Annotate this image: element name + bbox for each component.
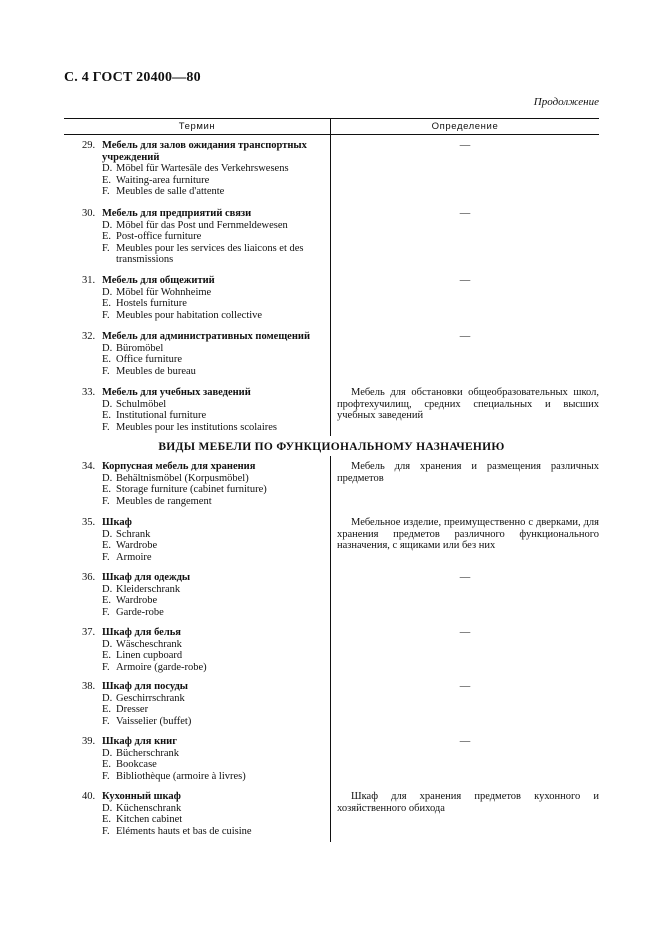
entry-number: 37. xyxy=(82,627,96,638)
language-code: F. xyxy=(102,770,110,782)
entry-number: 35. xyxy=(82,517,96,528)
translation-text: Behältnismöbel (Korpusmöbel) xyxy=(116,472,249,484)
language-code: D. xyxy=(102,638,113,650)
language-code: F. xyxy=(102,365,110,377)
term-title: Шкаф для одежды xyxy=(102,572,191,583)
translation-line xyxy=(102,595,324,607)
translation-text: Armoire xyxy=(116,551,152,563)
translation-line xyxy=(102,826,324,838)
translation-line xyxy=(102,650,324,662)
language-code: E. xyxy=(102,650,112,662)
translation-line xyxy=(102,803,324,815)
definition-text: Мебель для хранения и размещения различных предметов xyxy=(337,461,599,484)
translation-text: Garde-robe xyxy=(116,606,164,618)
language-code: E. xyxy=(102,298,112,310)
translation-line xyxy=(102,231,324,243)
language-code: E. xyxy=(102,484,112,496)
translation-text: Schrank xyxy=(116,528,151,540)
language-code: D. xyxy=(102,747,113,759)
translation-text: Storage furniture (cabinet furniture) xyxy=(116,484,267,496)
translation-text: Eléments hauts et bas de cuisine xyxy=(116,825,252,837)
definition-text: — xyxy=(459,572,471,583)
language-code: D. xyxy=(102,802,113,814)
term-title: Мебель для учебных заведений xyxy=(102,387,251,398)
language-code: F. xyxy=(102,551,110,563)
translation-text: Bookcase xyxy=(116,759,157,771)
term-block xyxy=(102,791,324,837)
term-block xyxy=(102,627,324,673)
language-code: D. xyxy=(102,398,113,410)
table-header-rule xyxy=(64,134,599,135)
translation-line xyxy=(102,748,324,760)
term-title: Кухонный шкаф xyxy=(102,791,181,802)
term-block xyxy=(102,572,324,618)
language-code: F. xyxy=(102,421,110,433)
language-code: D. xyxy=(102,528,113,540)
translation-line xyxy=(102,693,324,705)
translation-text: Büromöbel xyxy=(116,342,164,354)
term-block xyxy=(102,275,324,321)
term-title: Шкаф для посуды xyxy=(102,681,188,692)
language-code: D. xyxy=(102,219,113,231)
entry-number: 34. xyxy=(82,461,96,472)
translation-line xyxy=(102,540,324,552)
table-top-rule xyxy=(64,118,599,119)
entry-number: 30. xyxy=(82,208,96,219)
language-code: D. xyxy=(102,692,113,704)
translation-line xyxy=(102,287,324,299)
translation-text: Kitchen cabinet xyxy=(116,814,183,826)
translation-line xyxy=(102,484,324,496)
translation-line xyxy=(102,175,324,187)
translation-line xyxy=(102,354,324,366)
translation-text: Schulmöbel xyxy=(116,398,167,410)
entry-number: 38. xyxy=(82,681,96,692)
term-title: Мебель для общежитий xyxy=(102,275,215,286)
term-block xyxy=(102,736,324,782)
translation-text: Office furniture xyxy=(116,354,182,366)
translation-text: Möbel für das Post und Fernmeldewesen xyxy=(116,219,288,231)
definition-text: — xyxy=(459,208,471,219)
entry-number: 32. xyxy=(82,331,96,342)
definition-text: — xyxy=(459,681,471,692)
language-code: E. xyxy=(102,231,112,243)
translation-line xyxy=(102,163,324,175)
term-title: Шкаф xyxy=(102,517,132,528)
term-block xyxy=(102,387,324,433)
language-code: E. xyxy=(102,540,112,552)
translation-text: Meubles de salle d'attente xyxy=(116,186,225,198)
language-code: E. xyxy=(102,354,112,366)
translation-line xyxy=(102,399,324,411)
translation-text: Post-office furniture xyxy=(116,231,202,243)
definition-text: — xyxy=(459,331,471,342)
translation-line xyxy=(102,298,324,310)
translation-line xyxy=(102,704,324,716)
definition-text: — xyxy=(459,736,471,747)
translation-text: Möbel für Wartesäle des Verkehrswesens xyxy=(116,163,289,175)
language-code: F. xyxy=(102,825,110,837)
translation-text: Linen cupboard xyxy=(116,650,183,662)
translation-line xyxy=(102,552,324,564)
translation-text: Vaisselier (buffet) xyxy=(116,715,192,727)
term-block xyxy=(102,331,324,377)
language-code: D. xyxy=(102,163,113,175)
translation-text: Möbel für Wohnheime xyxy=(116,286,212,298)
page-header: С. 4 ГОСТ 20400—80 xyxy=(64,70,201,85)
language-code: F. xyxy=(102,715,110,727)
term-title: Мебель для залов ожидания транспортных xyxy=(102,140,307,151)
translation-line xyxy=(102,186,324,198)
continuation-label: Продолжение xyxy=(533,96,599,108)
column-divider-upper xyxy=(330,118,331,436)
language-code: D. xyxy=(102,472,113,484)
language-code: F. xyxy=(102,495,110,507)
column-header-definition: Определение xyxy=(431,121,499,132)
entry-number: 39. xyxy=(82,736,96,747)
language-code: F. xyxy=(102,606,110,618)
translation-text: Meubles de rangement xyxy=(116,495,212,507)
language-code: E. xyxy=(102,410,112,422)
translation-line xyxy=(102,639,324,651)
translation-line xyxy=(102,529,324,541)
translation-text: Meubles pour les services des liaicons et des xyxy=(116,242,304,254)
definition-text: — xyxy=(459,275,471,286)
term-title: Шкаф для книг xyxy=(102,736,177,747)
language-code: F. xyxy=(102,661,110,673)
translation-text: Wäscheschrank xyxy=(116,638,182,650)
translation-text-continued: transmissions xyxy=(116,254,174,266)
term-title: учреждений xyxy=(102,151,160,163)
term-block xyxy=(102,681,324,727)
definition-text: Мебель для обстановки общеобразовательных школ, профтехучилищ, средних специальных и высших учебных заведений xyxy=(337,387,599,422)
term-title: Шкаф для белья xyxy=(102,627,181,638)
term-title: Мебель для предприятий связи xyxy=(102,208,252,219)
translation-line xyxy=(102,771,324,783)
language-code: D. xyxy=(102,286,113,298)
section-heading: ВИДЫ МЕБЕЛИ ПО ФУНКЦИОНАЛЬНОМУ НАЗНАЧЕНИЮ xyxy=(158,441,505,453)
translation-line xyxy=(102,584,324,596)
definition-text: Мебельное изделие, преимущественно с дверками, для хранения предметов различного функционального назначения, с ящиками или без них xyxy=(337,517,599,552)
translation-text: Meubles pour habitation collective xyxy=(116,309,263,321)
column-header-term: Термин xyxy=(178,121,216,132)
term-block xyxy=(102,208,324,266)
language-code: E. xyxy=(102,595,112,607)
translation-text: Küchenschrank xyxy=(116,802,182,814)
translation-text: Meubles pour les institutions scolaires xyxy=(116,421,277,433)
translation-line xyxy=(102,814,324,826)
translation-text: Bibliothèque (armoire à livres) xyxy=(116,770,246,782)
term-block xyxy=(102,461,324,507)
translation-text: Waiting-area furniture xyxy=(116,174,210,186)
translation-text: Institutional furniture xyxy=(116,410,207,422)
translation-line xyxy=(102,366,324,378)
definition-text: Шкаф для хранения предметов кухонного и хозяйственного обихода xyxy=(337,791,599,814)
language-code: F. xyxy=(102,309,110,321)
term-title: Мебель для административных помещений xyxy=(102,331,310,342)
translation-text: Geschirrschrank xyxy=(116,692,185,704)
translation-text: Dresser xyxy=(116,704,149,716)
term-block xyxy=(102,140,324,198)
entry-number: 40. xyxy=(82,791,96,802)
translation-line xyxy=(102,662,324,674)
language-code: E. xyxy=(102,759,112,771)
translation-line xyxy=(102,473,324,485)
translation-line xyxy=(102,343,324,355)
language-code: E. xyxy=(102,174,112,186)
entry-number: 33. xyxy=(82,387,96,398)
entry-number: 29. xyxy=(82,140,96,151)
definition-text: — xyxy=(459,627,471,638)
language-code: F. xyxy=(102,242,110,254)
translation-text: Wardrobe xyxy=(116,540,158,552)
definition-text: — xyxy=(459,140,471,151)
language-code: D. xyxy=(102,342,113,354)
entry-number: 31. xyxy=(82,275,96,286)
language-code: E. xyxy=(102,814,112,826)
language-code: D. xyxy=(102,583,113,595)
translation-line xyxy=(102,243,324,266)
term-block xyxy=(102,517,324,563)
translation-text: Armoire (garde-robe) xyxy=(116,661,207,673)
translation-text: Hostels furniture xyxy=(116,298,187,310)
translation-line xyxy=(102,310,324,322)
translation-line xyxy=(102,220,324,232)
translation-line xyxy=(102,422,324,434)
translation-text: Bücherschrank xyxy=(116,747,179,759)
translation-line xyxy=(102,716,324,728)
translation-text: Wardrobe xyxy=(116,595,158,607)
entry-number: 36. xyxy=(82,572,96,583)
term-title: Корпусная мебель для хранения xyxy=(102,461,256,472)
translation-line xyxy=(102,496,324,508)
column-divider-lower xyxy=(330,456,331,842)
translation-text: Meubles de bureau xyxy=(116,365,196,377)
translation-line xyxy=(102,410,324,422)
translation-line xyxy=(102,759,324,771)
language-code: E. xyxy=(102,704,112,716)
translation-text: Kleiderschrank xyxy=(116,583,181,595)
language-code: F. xyxy=(102,186,110,198)
translation-line xyxy=(102,607,324,619)
